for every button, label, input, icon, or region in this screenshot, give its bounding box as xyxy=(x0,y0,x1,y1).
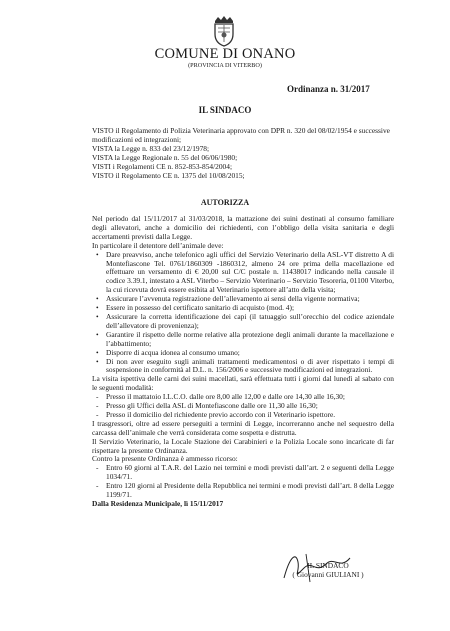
list-item: • Di non aver eseguito sugli animali trattamenti medicamentosi o di aver rispettato i tempi di sospensione in conformità al D.L. n. 156/2006 e successive modificazioni ed integrazioni. xyxy=(96,356,394,375)
list-item: • Assicurare l’avvenuta registrazione dell’allevamento ai sensi della vigente normativa; xyxy=(96,294,360,304)
bullet-icon: • xyxy=(96,356,99,366)
sanctions-paragraph: I trasgressori, oltre ad essere perseguiti a termini di Legge, incorreranno anche nel sequestro della carcassa dell’animale che verrà considerata come sospetta e distrutta. xyxy=(92,418,394,437)
bullet-icon: • xyxy=(96,303,99,313)
legal-reference: VISTI i Regolamenti CE n. 852-853-854/2004; xyxy=(92,161,232,171)
ordinance-body xyxy=(92,215,394,509)
ordinance-number: Ordinanza n. 31/2017 xyxy=(287,84,370,94)
list-item: - Presso il domicilio del richiedente previo accordo con il Veterinario ispettore. xyxy=(96,409,336,419)
appeals-list xyxy=(92,464,394,500)
legal-reference: VISTO il Regolamento di Polizia Veterinaria approvato con DPR n. 320 del 08/02/1954 e successive modificazioni ed integrazioni; xyxy=(92,126,390,144)
dash-icon: - xyxy=(96,409,99,419)
dash-icon: - xyxy=(96,401,99,411)
bullet-icon: • xyxy=(96,329,99,339)
signature-title: IL SINDACO xyxy=(307,561,349,570)
list-item: • Dare preavviso, anche telefonico agli uffici del Servizio Veterinario della ASL-VT distretto A di Montefiascone Tel. 0761/1860309 -1860312, almeno 24 ore prima della macellazione ed effettuare un versamento di € 20,00 sul C/C postale n. 11438017 indicando nella causale il codice 3.39.1, intestato a ASL Viterbo – Servizio Veterinario – Servizio Tesoreria, 01100 Viterbo, la cui ricevuta dovrà essere esibita al Veterinario ispettore all’atto della visita; xyxy=(96,249,394,295)
legal-reference: VISTO il Regolamento CE n. 1375 del 10/08/2015; xyxy=(92,170,245,180)
issuing-authority: IL SINDACO xyxy=(198,105,252,115)
list-item: • Essere in possesso del certificato sanitario di acquisto (mod. 4); xyxy=(96,303,295,313)
list-item: - Presso gli Uffici della ASL di Montefiascone dalle ore 11,30 alle 16,30; xyxy=(96,401,318,411)
list-item: - Entro 60 giorni al T.A.R. del Lazio nei termini e modi previsti dall’art. 2 e seguenti della Legge 1034/71. xyxy=(96,463,394,482)
dash-icon: - xyxy=(96,481,99,491)
bullet-icon: • xyxy=(96,294,99,304)
visit-modes-list xyxy=(92,393,394,420)
appeal-intro: Contro la presente Ordinanza è ammesso ricorso: xyxy=(92,454,238,464)
obligations-list xyxy=(92,251,394,376)
obligations-lead: In particolare il detentore dell’animale deve: xyxy=(92,240,224,250)
bullet-icon: • xyxy=(96,249,99,259)
municipal-crest-icon xyxy=(209,14,239,48)
list-item: • Disporre di acqua idonea al consumo umano; xyxy=(96,347,240,357)
legal-reference: VISTA la Legge Regionale n. 55 del 06/06/1980; xyxy=(92,152,238,162)
closing-date: Dalla Residenza Municipale, lì 15/11/2017 xyxy=(92,499,224,508)
bullet-icon: • xyxy=(96,311,99,321)
signature-name: ( Giovanni GIULIANI ) xyxy=(292,569,364,579)
legal-references xyxy=(92,127,392,180)
bullet-icon: • xyxy=(96,347,99,357)
signature-block xyxy=(268,562,388,580)
intro-paragraph: Nel periodo dal 15/11/2017 al 31/03/2018, la mattazione dei suini destinati al consumo familiare degli allevatori, anche a domicilio dei richiedenti, con l’obbligo della visita sanitaria e degli accertamenti previsti dalla Legge. xyxy=(92,214,394,241)
list-item: • Garantire il rispetto delle norme relative alla protezione degli animali durante la macellazione e l’abbattimento; xyxy=(96,329,394,348)
visit-paragraph: La visita ispettiva delle carni dei suini macellati, sarà effettuata tutti i giorni dal lunedì al sabato con le seguenti modalità: xyxy=(92,374,394,393)
legal-reference: VISTA la Legge n. 833 del 23/12/1978; xyxy=(92,143,210,153)
list-item: - Presso il mattatoio I.L.C.O. dalle ore 8,00 alle 12,00 e dalle ore 14,30 alle 16,30; xyxy=(96,392,345,402)
province-name: (PROVINCIA DI VITERBO) xyxy=(188,62,262,69)
municipality-name: COMUNE DI ONANO xyxy=(154,46,296,62)
dash-icon: - xyxy=(96,392,99,402)
list-item: • Assicurare la corretta identificazione dei capi (il tatuaggio sull’orecchio del codice aziendale dell’allevatore di provenienza); xyxy=(96,311,394,330)
dash-icon: - xyxy=(96,463,99,473)
enforcement-paragraph: Il Servizio Veterinario, la Locale Stazione dei Carabinieri e la Polizia Locale sono incaricate di far rispettare la presente Ordinanza. xyxy=(92,436,394,455)
list-item: - Entro 120 giorni al Presidente della Repubblica nei termini e modi previsti dall’art. 8 della Legge 1199/71. xyxy=(96,481,394,500)
section-heading: AUTORIZZA xyxy=(200,198,250,207)
